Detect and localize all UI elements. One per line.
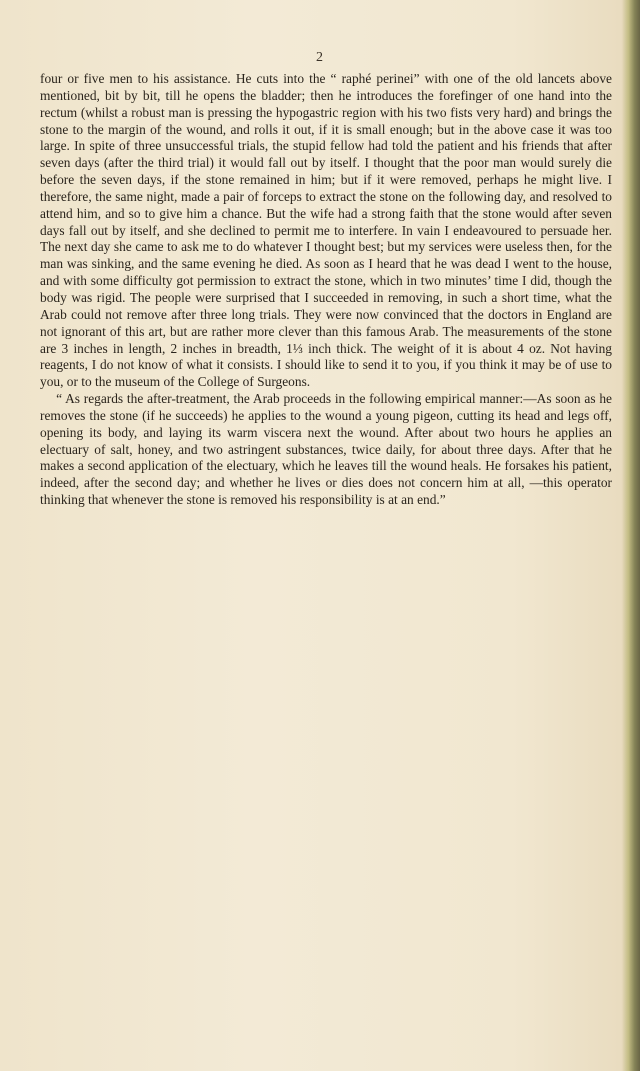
body-text bbox=[40, 71, 612, 509]
paragraph-2: “ As regards the after-treatment, the Arab proceeds in the following empirical manner:—As soon as he removes the stone (if he succeeds) he applies to the wound a young pigeon, cutting its head and legs off, opening its body, and laying its warm viscera next the wound. After about two hours he applies an electuary of salt, honey, and two astringent substances, twice daily, for about three days. After that he makes a second application of the electuary, which he leaves till the wound heals. He forsakes his patient, indeed, after the second day; and whether he lives or dies does not concern him at all, —this operator thinking that whenever the stone is removed his responsibility is at an end.” bbox=[40, 391, 612, 508]
page-number: 2 bbox=[316, 50, 324, 65]
page-edge-stain bbox=[622, 0, 640, 1071]
paragraph-1: four or five men to his assistance. He cuts into the “ raphé perinei” with one of the old lancets above mentioned, bit by bit, till he opens the bladder; then he introduces the forefinger of one hand into the rectum (whilst a robust man is pressing the hypogastric region with his two fists very hard) and brings the stone to the margin of the wound, and rolls it out, if it is small enough; but in the above case it was too large. In spite of three unsuccessful trials, the stupid fellow had told the patient and his friends that after seven days (after the third trial) it would fall out by itself. I thought that the poor man would surely die before the seven days, if the stone remained in him; but if it were removed, perhaps he might live. I therefore, the same night, made a pair of forceps to extract the stone on the following day, and resolved to attend him, and so to give him a chance. But the wife had a strong faith that the stone would after seven days fall out by itself, and she declined to permit me to interfere. In vain I endeavoured to persuade her. The next day she came to ask me to do whatever I thought best; but my services were useless then, for the man was sinking, and the same evening he died. As soon as I heard that he was dead I went to the house, and with some difficulty got permission to extract the stone, which in two minutes’ time I did, though the body was rigid. The people were surprised that I succeeded in removing, in such a short time, what the Arab could not remove after three long trials. They were now convinced that the doctors in England are not ignorant of this art, but are rather more clever than this famous Arab. The measurements of the stone are 3 inches in length, 2 inches in breadth, 1⅓ inch thick. The weight of it is about 4 oz. Not having reagents, I do not know of what it consists. I should like to send it to you, if you think it may be of use to you, or to the museum of the College of Surgeons. bbox=[40, 71, 612, 390]
